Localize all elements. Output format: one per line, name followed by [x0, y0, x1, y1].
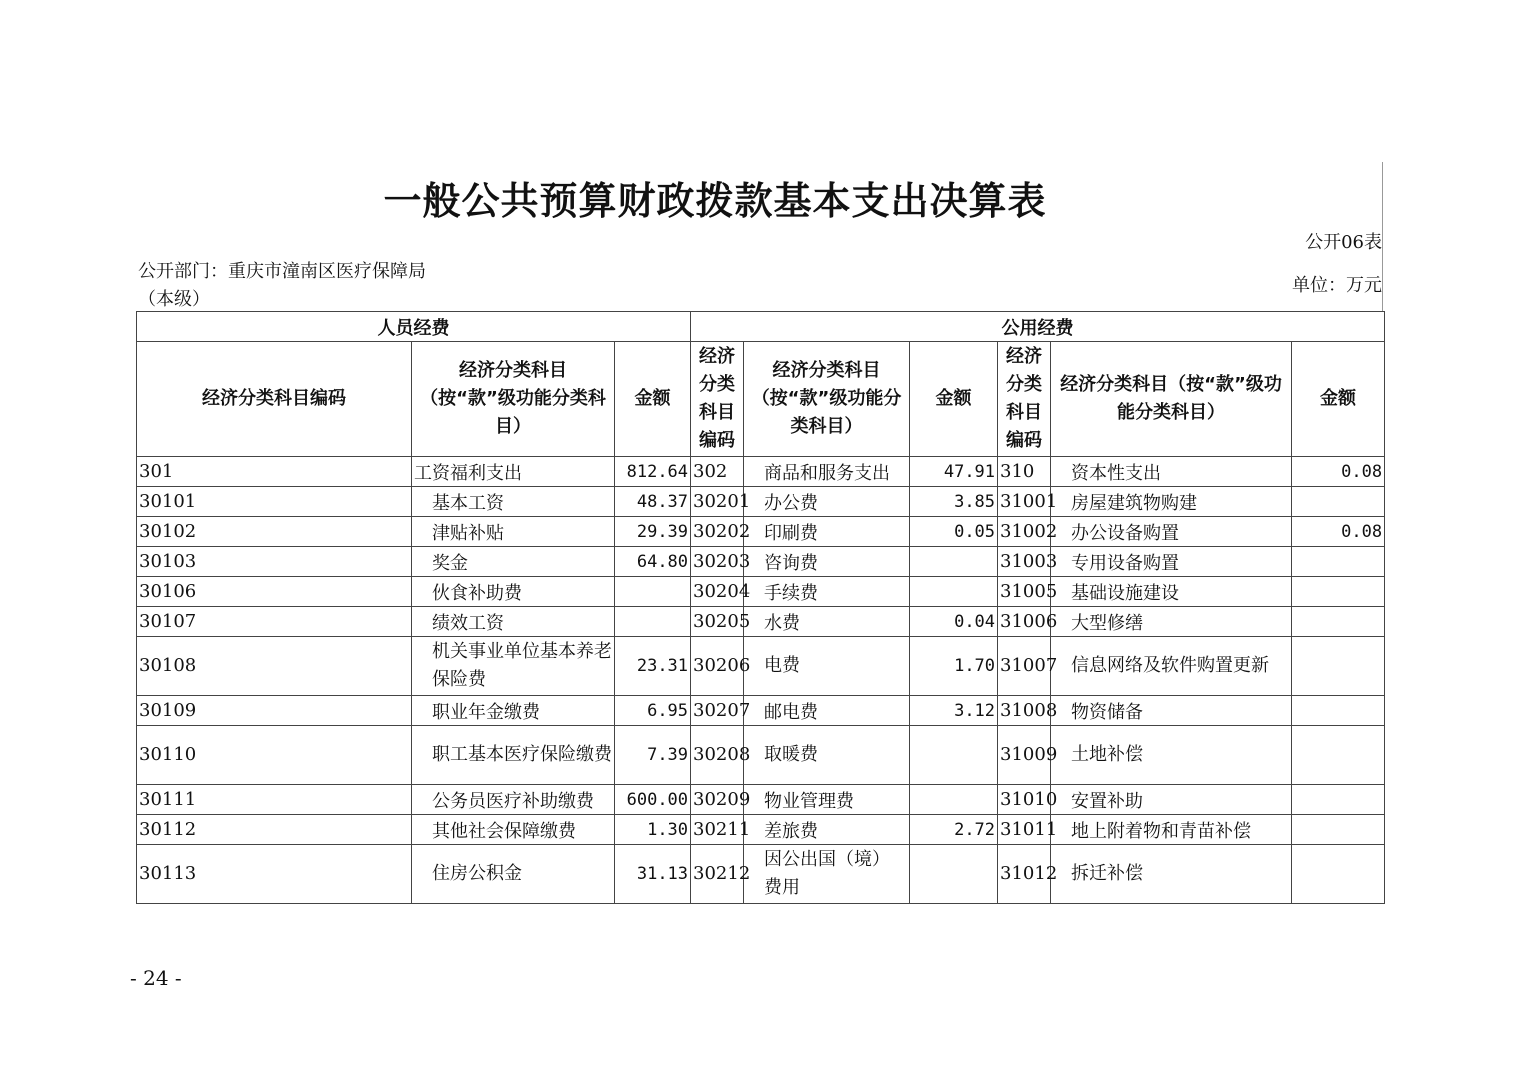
cell-name-2: 电费: [744, 637, 910, 696]
cell-code-2: 30209: [691, 785, 744, 815]
department-label: 公开部门：重庆市潼南区医疗保障局（本级）: [138, 261, 426, 310]
cell-name-2: 印刷费: [744, 517, 910, 547]
cell-amount-2: [910, 577, 998, 607]
table-row: [137, 457, 1385, 487]
cell-amount-2: 47.91: [910, 457, 998, 487]
cell-amount-3: 0.08: [1292, 517, 1385, 547]
cell-code-2: 30202: [691, 517, 744, 547]
header-amount: 金额: [615, 342, 691, 457]
cell-amount-3: [1292, 607, 1385, 637]
header-amount-2: 金额: [910, 342, 998, 457]
cell-name-1: 绩效工资: [412, 607, 615, 637]
cell-amount-1: 600.00: [615, 785, 691, 815]
cell-code-3: 31002: [998, 517, 1051, 547]
cell-code-3: 31009: [998, 726, 1051, 785]
cell-amount-1: [615, 607, 691, 637]
cell-name-3: 房屋建筑物购建: [1051, 487, 1292, 517]
cell-name-3: 地上附着物和青苗补偿: [1051, 815, 1292, 845]
table-row: [137, 577, 1385, 607]
cell-name-1: 津贴补贴: [412, 517, 615, 547]
cell-amount-3: 0.08: [1292, 457, 1385, 487]
page-title: 一般公共预算财政拨款基本支出决算表: [383, 179, 1047, 223]
cell-amount-1: 64.80: [615, 547, 691, 577]
cell-code-2: 30212: [691, 845, 744, 904]
cell-name-1: 机关事业单位基本养老保险费: [412, 637, 615, 696]
cell-name-3: 办公设备购置: [1051, 517, 1292, 547]
cell-amount-1: 7.39: [615, 726, 691, 785]
table-row: [137, 845, 1385, 904]
cell-amount-3: [1292, 487, 1385, 517]
cell-code-2: 30204: [691, 577, 744, 607]
cell-name-3: 大型修缮: [1051, 607, 1292, 637]
cell-code-2: 30207: [691, 696, 744, 726]
cell-amount-1: 31.13: [615, 845, 691, 904]
cell-amount-1: 812.64: [615, 457, 691, 487]
cell-code-2: 30201: [691, 487, 744, 517]
cell-code-3: 31003: [998, 547, 1051, 577]
cell-code-3: 31006: [998, 607, 1051, 637]
cell-code-3: 31005: [998, 577, 1051, 607]
cell-amount-2: [910, 547, 998, 577]
cell-name-1: 公务员医疗补助缴费: [412, 785, 615, 815]
cell-name-2: 差旅费: [744, 815, 910, 845]
cell-amount-1: 1.30: [615, 815, 691, 845]
cell-code-3: 31007: [998, 637, 1051, 696]
cell-code-2: 30203: [691, 547, 744, 577]
cell-amount-3: [1292, 696, 1385, 726]
cell-name-1: 住房公积金: [412, 845, 615, 904]
cell-code-2: 30211: [691, 815, 744, 845]
cell-amount-1: [615, 577, 691, 607]
cell-name-3: 物资储备: [1051, 696, 1292, 726]
cell-amount-2: [910, 785, 998, 815]
cell-name-1: 奖金: [412, 547, 615, 577]
cell-code-3: 31001: [998, 487, 1051, 517]
cell-amount-2: 3.85: [910, 487, 998, 517]
cell-name-2: 因公出国（境）费用: [744, 845, 910, 904]
cell-name-3: 安置补助: [1051, 785, 1292, 815]
cell-code-1: 30109: [137, 696, 412, 726]
header-amount-3: 金额: [1292, 342, 1385, 457]
cell-name-2: 物业管理费: [744, 785, 910, 815]
cell-code-1: 30111: [137, 785, 412, 815]
cell-amount-3: [1292, 845, 1385, 904]
cell-code-2: 30205: [691, 607, 744, 637]
cell-amount-1: 6.95: [615, 696, 691, 726]
cell-name-1: 其他社会保障缴费: [412, 815, 615, 845]
header-name: 经济分类科目（按“款”级功能分类科目）: [412, 342, 615, 457]
cell-code-1: 30103: [137, 547, 412, 577]
cell-amount-2: 0.04: [910, 607, 998, 637]
cell-code-2: 302: [691, 457, 744, 487]
table-row: [137, 517, 1385, 547]
cell-amount-1: 23.31: [615, 637, 691, 696]
cell-amount-3: [1292, 815, 1385, 845]
page-number: - 24 -: [130, 966, 182, 990]
cell-amount-3: [1292, 547, 1385, 577]
cell-name-1: 伙食补助费: [412, 577, 615, 607]
cell-amount-3: [1292, 726, 1385, 785]
cell-code-1: 30101: [137, 487, 412, 517]
cell-code-1: 30110: [137, 726, 412, 785]
cell-name-3: 资本性支出: [1051, 457, 1292, 487]
cell-code-2: 30206: [691, 637, 744, 696]
cell-code-1: 30108: [137, 637, 412, 696]
cell-code-3: 31011: [998, 815, 1051, 845]
cell-amount-2: 2.72: [910, 815, 998, 845]
cell-amount-2: 0.05: [910, 517, 998, 547]
cell-name-3: 土地补偿: [1051, 726, 1292, 785]
cell-code-3: 310: [998, 457, 1051, 487]
table-row: [137, 547, 1385, 577]
header-code: 经济分类科目编码: [137, 342, 412, 457]
table-row: [137, 785, 1385, 815]
cell-amount-3: [1292, 577, 1385, 607]
cell-code-1: 30102: [137, 517, 412, 547]
table-row: [137, 487, 1385, 517]
cell-name-2: 水费: [744, 607, 910, 637]
cell-name-2: 办公费: [744, 487, 910, 517]
table-number: 公开06表: [1305, 232, 1382, 253]
cell-amount-3: [1292, 637, 1385, 696]
cell-name-2: 邮电费: [744, 696, 910, 726]
cell-code-3: 31012: [998, 845, 1051, 904]
table-row: [137, 637, 1385, 696]
section-personnel: 人员经费: [137, 312, 691, 342]
cell-code-3: 31010: [998, 785, 1051, 815]
header-name-2: 经济分类科目（按“款”级功能分类科目）: [744, 342, 910, 457]
cell-amount-2: [910, 726, 998, 785]
cell-name-3: 基础设施建设: [1051, 577, 1292, 607]
table-row: [137, 607, 1385, 637]
cell-name-1: 职业年金缴费: [412, 696, 615, 726]
table-row: [137, 726, 1385, 785]
cell-code-1: 30107: [137, 607, 412, 637]
cell-code-1: 301: [137, 457, 412, 487]
cell-amount-3: [1292, 785, 1385, 815]
cell-name-1: 职工基本医疗保险缴费: [412, 726, 615, 785]
cell-name-1: 基本工资: [412, 487, 615, 517]
cell-amount-2: [910, 845, 998, 904]
cell-name-2: 咨询费: [744, 547, 910, 577]
section-public: 公用经费: [691, 312, 1385, 342]
header-code-3: 经济分类科目编码: [998, 342, 1051, 457]
cell-code-2: 30208: [691, 726, 744, 785]
cell-name-3: 拆迁补偿: [1051, 845, 1292, 904]
budget-table: [136, 311, 1385, 904]
table-row: [137, 696, 1385, 726]
cell-amount-1: 48.37: [615, 487, 691, 517]
cell-name-3: 信息网络及软件购置更新: [1051, 637, 1292, 696]
cell-code-1: 30106: [137, 577, 412, 607]
cell-amount-2: 1.70: [910, 637, 998, 696]
cell-amount-1: 29.39: [615, 517, 691, 547]
cell-code-1: 30112: [137, 815, 412, 845]
table-row: [137, 815, 1385, 845]
cell-name-2: 手续费: [744, 577, 910, 607]
cell-name-2: 商品和服务支出: [744, 457, 910, 487]
cell-code-1: 30113: [137, 845, 412, 904]
cell-code-3: 31008: [998, 696, 1051, 726]
cell-name-2: 取暖费: [744, 726, 910, 785]
cell-name-1: 工资福利支出: [412, 457, 615, 487]
header-name-3: 经济分类科目（按“款”级功能分类科目）: [1051, 342, 1292, 457]
cell-name-3: 专用设备购置: [1051, 547, 1292, 577]
unit-label: 单位：万元: [1292, 275, 1382, 296]
header-code-2: 经济分类科目编码: [691, 342, 744, 457]
cell-amount-2: 3.12: [910, 696, 998, 726]
